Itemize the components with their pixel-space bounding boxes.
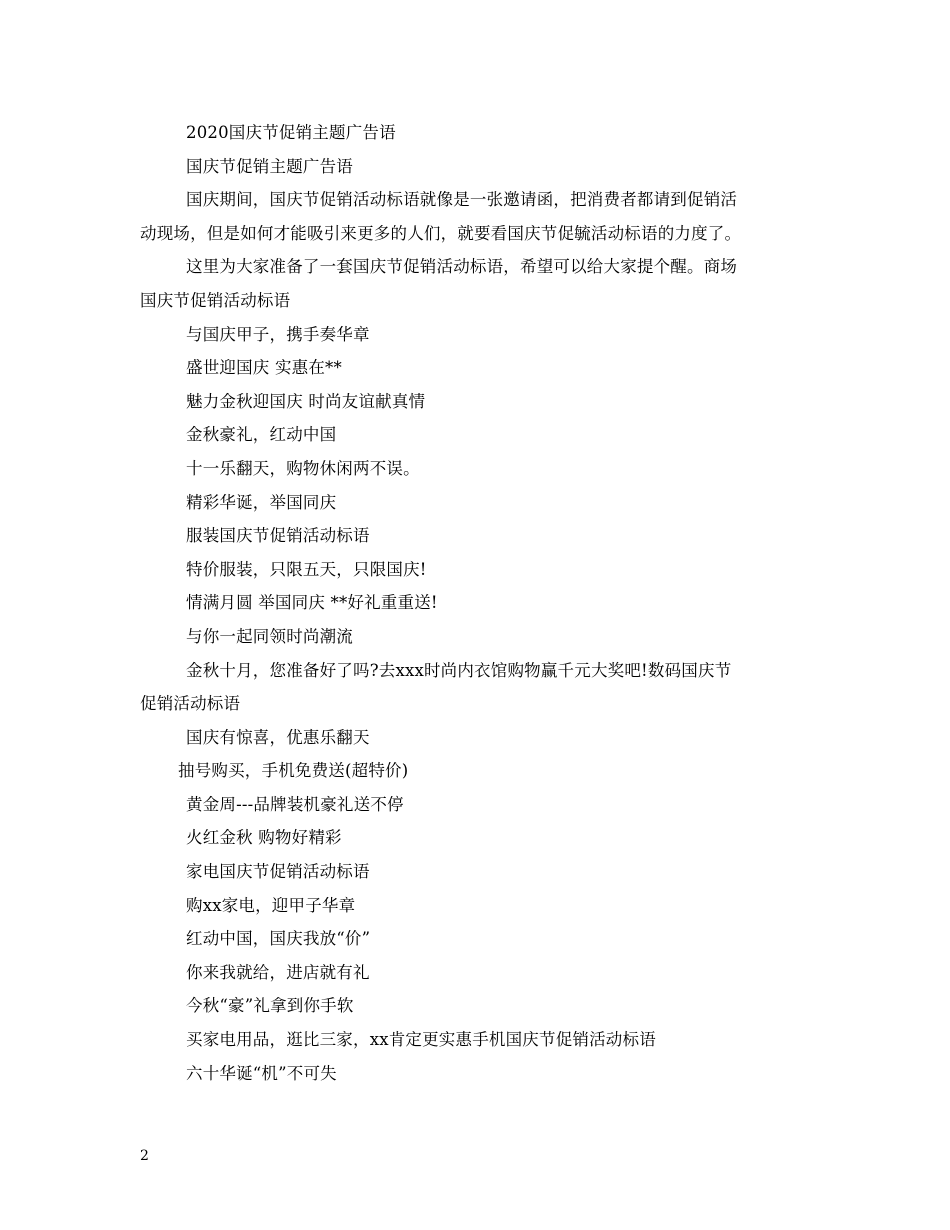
text-line: 国庆节促销主题广告语 [186, 156, 353, 176]
text-line: 促销活动标语 [140, 694, 241, 714]
text-line: 买家电用品，逛比三家，xx肯定更实惠手机国庆节促销活动标语 [186, 1030, 656, 1050]
text-line: 六十华诞“机”不可失 [186, 1063, 337, 1083]
text-line: 十一乐翻天，购物休闲两不误。 [186, 458, 420, 478]
text-line: 家电国庆节促销活动标语 [186, 862, 370, 882]
text-line: 金秋十月，您准备好了吗?去xxx时尚内衣馆购物赢千元大奖吧!数码国庆节 [186, 660, 732, 680]
text-line: 今秋“豪”礼拿到你手软 [186, 996, 354, 1016]
text-line: 国庆节促销活动标语 [140, 290, 291, 310]
text-line: 购xx家电，迎甲子华章 [186, 895, 356, 915]
text-line: 与国庆甲子，携手奏华章 [186, 324, 370, 344]
text-line: 精彩华诞，举国同庆 [186, 492, 337, 512]
text-line: 这里为大家准备了一套国庆节促销活动标语，希望可以给大家提个醒。商场 [186, 257, 738, 277]
text-line: 红动中国，国庆我放“价” [186, 929, 371, 949]
text-line: 国庆有惊喜，优惠乐翻天 [186, 727, 370, 747]
text-line: 火红金秋 购物好精彩 [186, 828, 342, 848]
page-number: 2 [140, 1148, 149, 1164]
text-line: 与你一起同领时尚潮流 [186, 626, 353, 646]
text-line: 动现场，但是如何才能吸引来更多的人们，就要看国庆节促毓活动标语的力度了。 [140, 223, 742, 243]
text-line: 黄金周---品牌装机豪礼送不停 [186, 794, 404, 814]
text-line: 抽号购买，手机免费送(超特价) [178, 761, 409, 781]
text-line: 盛世迎国庆 实惠在** [186, 358, 342, 378]
text-line: 特价服装，只限五天，只限国庆! [186, 559, 427, 579]
text-line: 国庆期间，国庆节促销活动标语就像是一张邀请函，把消费者都请到促销活 [186, 190, 738, 210]
document-body [140, 116, 816, 1090]
text-line: 魅力金秋迎国庆 时尚友谊献真情 [186, 391, 426, 411]
text-line: 2020国庆节促销主题广告语 [186, 123, 396, 142]
text-line: 情满月圆 举国同庆 **好礼重重送! [186, 593, 438, 613]
text-line: 服装国庆节促销活动标语 [186, 526, 370, 546]
text-line: 金秋豪礼，红动中国 [186, 425, 337, 445]
text-line: 你来我就给，进店就有礼 [186, 962, 370, 982]
